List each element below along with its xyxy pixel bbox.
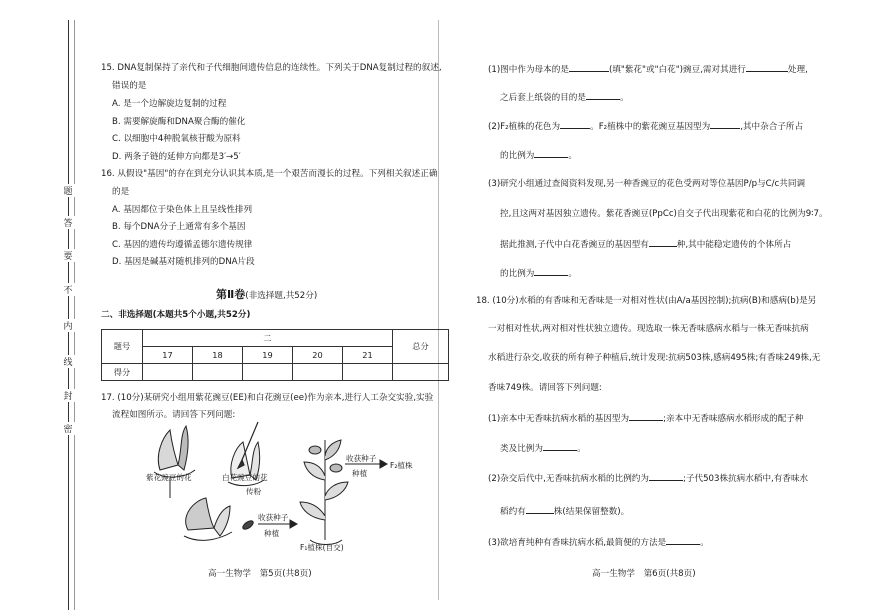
seed-icon [241, 519, 254, 531]
q16-option-a: A. 基因都位于染色体上且呈线性排列 [112, 205, 253, 215]
q18-stem-line1: 18. (10分)水稻的有香味和无香味是一对相对性状(由A/a基因控制);抗病(B)和感病(b)是另 [476, 296, 817, 306]
period: 。 [568, 269, 577, 279]
score-table-qnum: 18 [193, 347, 243, 364]
label-collect-seeds-2: 收获种子 [346, 454, 377, 463]
margin-char: 要 [61, 249, 75, 262]
left-page-footer: 高一生物学 第5页(共8页) [208, 569, 312, 579]
q17-3-text: 据此推测,子代中白花香豌豆的基因型有 [500, 240, 649, 250]
answer-blank[interactable] [560, 119, 590, 129]
q17-stem: 17. (10分)某研究小组用紫花豌豆(EE)和白花豌豆(ee)作为亲本,进行人工杂交实验,实验 [101, 393, 434, 403]
q18-stem-line2: 一对相对性状,两对相对性状独立遗传。现选取一株无香味感病水稻与一株无香味抗病 [488, 324, 809, 334]
q15-stem-cont: 错误的是 [112, 81, 147, 91]
answer-blank[interactable] [526, 504, 554, 514]
q15-option-a: A. 是一个边解旋边复制的过程 [112, 99, 227, 109]
score-cell[interactable] [193, 364, 243, 381]
q17-1-text: 处理, [787, 65, 808, 75]
q17-1-line1 [488, 62, 808, 76]
score-cell[interactable] [243, 364, 293, 381]
score-table-header-total: 总分 [393, 330, 449, 364]
q18-2-text: 稻约有 [500, 507, 526, 517]
q17-2-text: ,其中杂合子所占 [740, 122, 804, 132]
q17-2-text: (2)F₂植株的花色为 [488, 122, 561, 132]
q17-3-line1: (3)研究小组通过查阅资料发现,另一种香豌豆的花色受两对等位基因P/p与C/c共同调 [488, 179, 806, 189]
q18-2-text: (2)杂交后代中,无香味抗病水稻的比例约为 [488, 474, 649, 484]
period: 。 [568, 151, 577, 161]
q18-3-line1 [488, 535, 709, 549]
q16-option-b: B. 每个DNA分子上通常有多个基因 [112, 222, 246, 232]
margin-char: 不 [61, 283, 75, 296]
q17-1-text: (1)图中作为母本的是 [488, 65, 569, 75]
purple-flower-icon [154, 426, 195, 498]
q18-stem-line4: 香味749株。请回答下列问题: [488, 383, 602, 393]
score-cell[interactable] [293, 364, 343, 381]
answer-blank[interactable] [534, 148, 568, 158]
score-cell-total[interactable] [393, 364, 449, 381]
margin-char: 内 [61, 319, 75, 332]
q17-1-line2 [500, 90, 629, 104]
q17-2-text: 的比例为 [500, 151, 535, 161]
experiment-flow-svg [140, 420, 420, 555]
q16-option-c: C. 基因的遗传均遵循孟德尔遗传规律 [112, 240, 253, 250]
q18-2-text: 株(结果保留整数)。 [553, 507, 630, 517]
period: 。 [700, 538, 709, 548]
q18-3-text: (3)欲培育纯种有香味抗病水稻,最简便的方法是 [488, 538, 667, 548]
margin-char: 答 [61, 216, 75, 229]
volume-note: (非选择题,共52分) [245, 291, 318, 301]
label-f1: F₁植株(自交) [300, 543, 344, 552]
q16-stem-cont: 的是 [112, 187, 130, 197]
label-plant-2: 种植 [352, 469, 368, 478]
experiment-flow-diagram [140, 420, 420, 555]
q18-2-line2 [500, 504, 629, 518]
binding-line [68, 20, 69, 610]
label-white-flower: 白花豌豆的花 [222, 473, 268, 482]
answer-blank[interactable] [629, 411, 663, 421]
q15-stem: 15. DNA复制保持了亲代和子代细胞间遗传信息的连续性。下列关于DNA复制过程的叙述, [101, 63, 442, 73]
q17-3-line2: 控,且这两对基因独立遗传。紫花香豌豆(PpCc)自交子代出现紫花和白花的比例为9∶7。 [500, 209, 828, 219]
q17-1-text: (填"紫花"或"白花")豌豆,需对其进行 [608, 65, 746, 75]
f1-plant-icon [300, 440, 348, 545]
score-table-qnum: 17 [143, 347, 193, 364]
q18-1-line1 [488, 411, 804, 425]
answer-blank[interactable] [666, 535, 700, 545]
volume-heading [216, 289, 317, 302]
label-collect-seeds-1: 收获种子 [258, 513, 289, 522]
answer-blank[interactable] [710, 119, 740, 129]
q17-stem-cont: 流程如图所示。请回答下列问题: [112, 410, 236, 420]
label-pollination: 传粉 [246, 487, 262, 496]
q17-3-line3 [500, 237, 791, 251]
q17-3-text: 的比例为 [500, 269, 535, 279]
period: 。 [619, 93, 629, 103]
pollinated-flower-icon [184, 498, 232, 540]
margin-char: 线 [61, 355, 75, 368]
q15-option-d: D. 两条子链的延伸方向都是3′→5′ [112, 152, 241, 162]
q18-2-text: ;子代503株抗病水稻中,有香味水 [683, 474, 809, 484]
q15-option-c: C. 以细胞中4种脱氧核苷酸为原料 [112, 134, 241, 144]
margin-char: 密 [61, 422, 75, 435]
score-table-qnum: 21 [343, 347, 393, 364]
margin-char: 题 [61, 184, 75, 197]
answer-blank[interactable] [569, 62, 609, 72]
label-purple-flower: 紫花豌豆的花 [146, 473, 192, 482]
q17-2-line1 [488, 119, 803, 133]
score-table-header-tihao: 题号 [102, 330, 143, 364]
period: 。 [576, 444, 586, 454]
score-table-qnum: 20 [293, 347, 343, 364]
q16-option-d: D. 基因是碱基对随机排列的DNA片段 [112, 257, 255, 267]
answer-blank[interactable] [746, 62, 788, 72]
q18-2-line1 [488, 471, 808, 485]
label-plant-1: 种植 [264, 529, 280, 538]
q18-1-line2 [500, 441, 586, 455]
volume-title: 第Ⅱ卷 [216, 288, 246, 301]
q16-stem: 16. 从假设"基因"的存在到充分认识其本质,是一个艰苦而漫长的过程。下列相关叙述正确 [101, 169, 438, 179]
right-page-footer: 高一生物学 第6页(共8页) [592, 569, 696, 579]
answer-blank[interactable] [534, 266, 568, 276]
margin-char: 封 [61, 389, 75, 402]
q17-3-text: 种,其中能稳定遗传的个体所占 [676, 240, 792, 250]
binding-line-inner [74, 20, 75, 610]
score-table-header-er: 二 [143, 330, 393, 347]
answer-blank[interactable] [649, 471, 683, 481]
score-cell[interactable] [143, 364, 193, 381]
answer-blank[interactable] [649, 237, 677, 247]
label-f2: F₂植株 [390, 461, 413, 470]
answer-blank[interactable] [586, 90, 620, 100]
q17-2-line2 [500, 148, 577, 162]
score-table-qnum: 19 [243, 347, 293, 364]
answer-blank[interactable] [543, 441, 577, 451]
q17-3-line4 [500, 266, 577, 280]
q18-1-text: 类及比例为 [500, 444, 543, 454]
q17-1-text: 之后套上纸袋的目的是 [500, 93, 586, 103]
page-divider [438, 20, 439, 600]
part2-heading: 二、非选择题(本题共5个小题,共52分) [101, 310, 251, 320]
q18-1-text: ;亲本中无香味感病水稻形成的配子种 [663, 414, 804, 424]
q15-option-b: B. 需要解旋酶和DNA聚合酶的催化 [112, 117, 246, 127]
q18-1-text: (1)亲本中无香味抗病水稻的基因型为 [488, 414, 630, 424]
q18-stem-line3: 水稻进行杂交,收获的所有种子种植后,统计发现:抗病503株,感病495株;有香味249株,无 [488, 353, 821, 363]
score-table-row-label: 得分 [102, 364, 143, 381]
score-table [101, 329, 449, 381]
q17-2-text: 。F₂植株中的紫花豌豆基因型为 [590, 122, 711, 132]
score-cell[interactable] [343, 364, 393, 381]
